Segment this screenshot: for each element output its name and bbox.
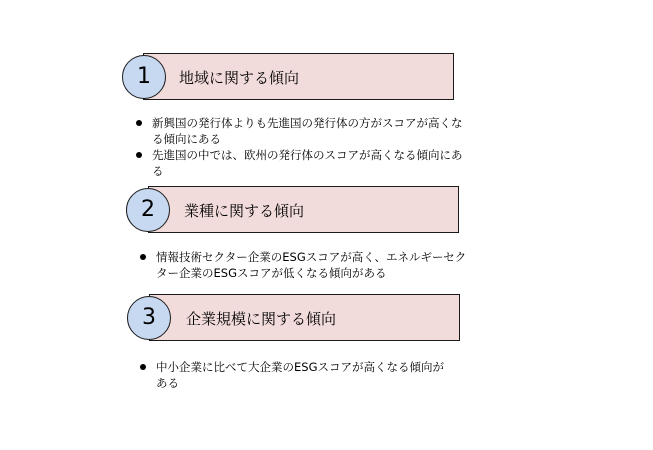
section-title: 企業規模に関する傾向	[186, 310, 337, 328]
bullet-text: 中小企業に比べて大企業のESGスコアが高くなる傾向がある	[156, 360, 444, 390]
section-bullet-list	[140, 249, 468, 281]
section-title: 地域に関する傾向	[179, 69, 300, 87]
section-number-badge	[127, 296, 171, 340]
section-bullet-list	[140, 359, 452, 391]
bullet-dot	[140, 254, 146, 260]
bullet-dot	[136, 152, 142, 158]
section-number: 1	[137, 64, 151, 89]
bullet-text: 先進国の中では、欧州の発行体のスコアが高くなる傾向にある	[152, 148, 463, 178]
section-title: 業種に関する傾向	[184, 202, 305, 220]
bullet-item	[136, 147, 464, 179]
section-number: 3	[142, 305, 156, 330]
bullet-dot	[136, 120, 142, 126]
section-number-badge	[126, 188, 170, 232]
section-number-badge	[122, 55, 166, 99]
bullet-dot	[140, 364, 146, 370]
bullet-item	[140, 359, 452, 391]
bullet-item	[136, 115, 464, 147]
bullet-item	[140, 249, 468, 281]
section-bullet-list	[136, 115, 464, 179]
bullet-text: 新興国の発行体よりも先進国の発行体の方がスコアが高くなる傾向にある	[152, 116, 463, 146]
section-number: 2	[141, 197, 155, 222]
bullet-text: 情報技術セクター企業のESGスコアが高く、エネルギーセクター企業のESGスコアが低くなる傾向がある	[156, 250, 467, 280]
